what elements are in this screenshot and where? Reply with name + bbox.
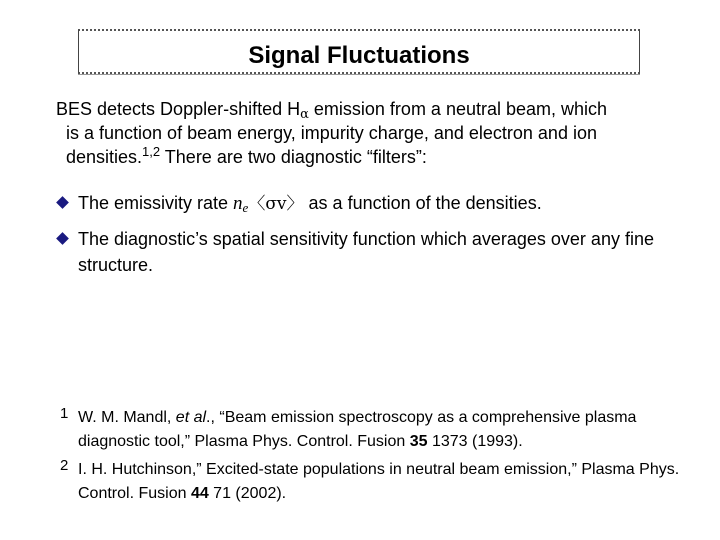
- bullet-item-sensitivity: [56, 226, 696, 278]
- bullet-item-emissivity: [56, 190, 696, 217]
- math-n: n: [233, 193, 243, 214]
- reference-1-etal: et al: [175, 409, 207, 426]
- alpha-symbol: α: [300, 107, 309, 122]
- diamond-bullet-icon: [56, 196, 69, 209]
- intro-text-3a: densities.: [66, 147, 143, 167]
- intro-citation: 1,2: [142, 144, 161, 159]
- bullet-1-pre: The emissivity rate: [78, 193, 234, 213]
- math-sigma-v: 〈σv〉: [248, 194, 304, 214]
- intro-line-1: [56, 97, 696, 121]
- reference-2-volume: 44: [190, 485, 209, 502]
- intro-text-2: emission from a neutral beam, which: [308, 99, 608, 119]
- bullet-2-text: The diagnostic’s spatial sensitivity function which averages over any fine structure.: [78, 229, 654, 275]
- reference-1-c: 1373 (1993).: [427, 433, 523, 450]
- math-sub-e: e: [242, 200, 249, 215]
- intro-line-3: [56, 145, 696, 169]
- page-title: Signal Fluctuations: [248, 42, 470, 69]
- title-box: [78, 29, 640, 74]
- reference-1-volume: 35: [409, 433, 428, 450]
- bullet-list: [56, 190, 696, 287]
- reference-number: 2: [60, 457, 69, 474]
- reference-2: [56, 458, 696, 506]
- intro-line-2: is a function of beam energy, impurity charge, and electron and ion: [66, 123, 597, 143]
- diamond-bullet-icon: [56, 232, 69, 245]
- intro-text-1: BES detects Doppler-shifted H: [56, 99, 301, 119]
- intro-paragraph: [56, 97, 696, 169]
- reference-1-a: W. M. Mandl,: [78, 409, 176, 426]
- reference-number: 1: [60, 405, 69, 422]
- title-divider: [78, 74, 640, 75]
- intro-text-3b: There are two diagnostic “filters”:: [160, 147, 427, 167]
- reference-1: [56, 406, 696, 454]
- reference-2-a: I. H. Hutchinson,” Excited-state populations in neutral beam emission,” Plasma Phys. Control. Fusion: [78, 461, 680, 502]
- bullet-1-post: as a function of the densities.: [303, 193, 542, 213]
- reference-1-b: ., “Beam emission spectroscopy as a comprehensive plasma diagnostic tool,” Plasma Phys. Control. Fusion: [78, 409, 637, 450]
- reference-2-c: 71 (2002).: [208, 485, 287, 502]
- references: [56, 406, 696, 508]
